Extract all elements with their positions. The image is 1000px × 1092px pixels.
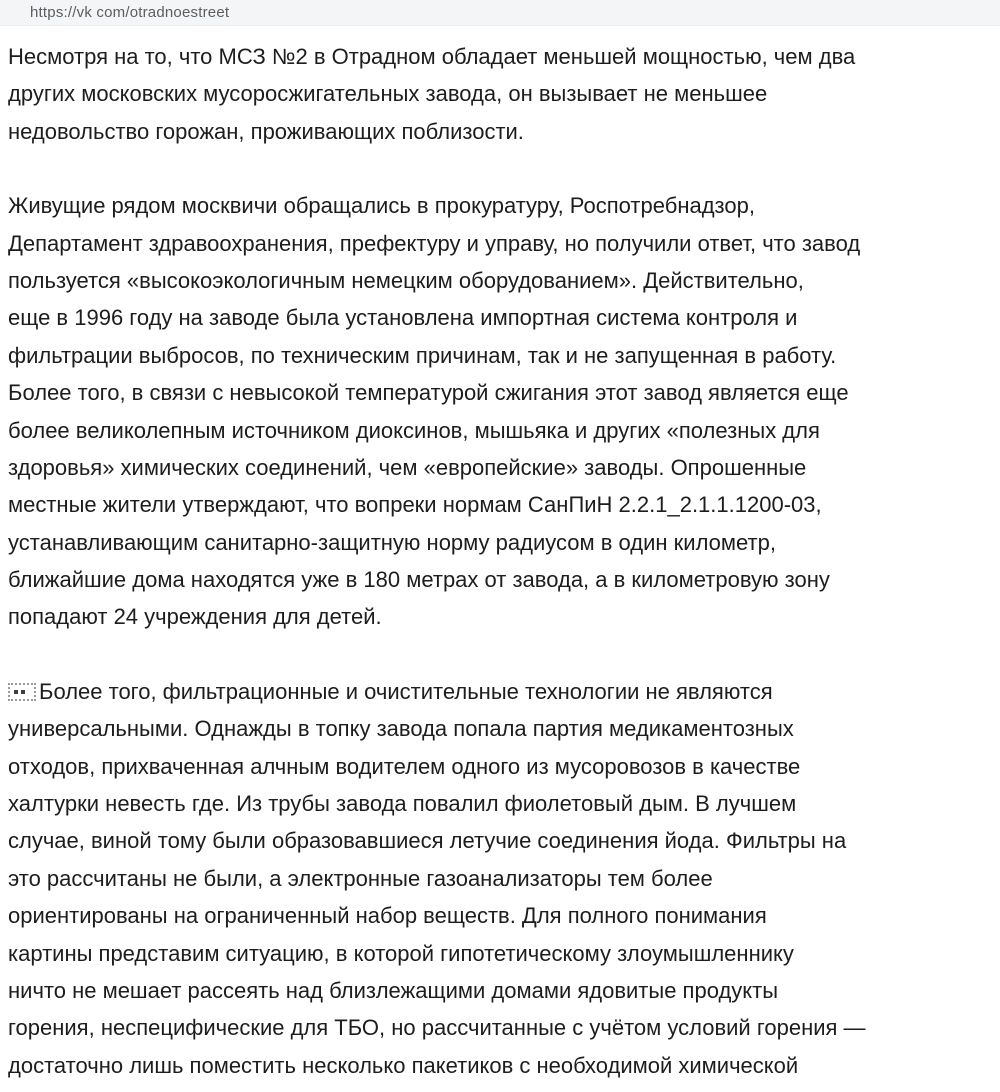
text-line: отходов, прихваченная алчным водителем одного из мусоровозов в качестве (8, 753, 801, 779)
text-line (8, 673, 996, 710)
page-url[interactable]: https://vk com/otradnoestreet (30, 4, 230, 21)
text-line: Департамент здравоохранения, префектуру и управу, но получили ответ, что завод (8, 230, 861, 256)
text-line: халтурки невесть где. Из трубы завода повалил фиолетовый дым. В лучшем (8, 791, 797, 817)
text-line: фильтрации выбросов, по техническим причинам, так и не запущенная в работу. (8, 342, 837, 368)
text-line: Несмотря на то, что МСЗ №2 в Отрадном обладает меньшей мощностью, чем два (8, 44, 856, 69)
text-line: это рассчитаны не были, а электронные газоанализаторы тем более (8, 865, 713, 891)
text-line: ближайшие дома находятся уже в 180 метрах от завода, а в километровую зону (8, 567, 830, 593)
text-line: местные жители утверждают, что вопреки нормам СанПиН 2.2.1_2.1.1.1200-03, (8, 492, 822, 518)
text-line: ничто не мешает рассеять над близлежащими домами ядовитые продукты (8, 977, 779, 1003)
text-line: случае, виной тому были образовавшиеся летучие соединения йода. Фильтры на (8, 828, 847, 854)
text-line: Более того, в связи с невысокой температурой сжигания этот завод является еще (8, 380, 849, 406)
browser-url-bar (0, 0, 1000, 26)
broken-image-icon (8, 683, 36, 701)
text-line: устанавливающим санитарно-защитную норму радиусом в один километр, (8, 529, 776, 555)
paragraph (8, 187, 996, 636)
text-line: Живущие рядом москвичи обращались в прокуратуру, Роспотребнадзор, (8, 193, 755, 219)
text-line: горения, неспецифические для ТБО, но рассчитанные с учётом условий горения — (8, 1015, 866, 1041)
text-line: пользуется «высокоэкологичным немецким оборудованием». Действительно, (8, 267, 804, 293)
paragraph (8, 38, 996, 150)
text-line-content: Более того, фильтрационные и очистительные технологии не являются (39, 678, 773, 704)
text-line: картины представим ситуацию, в которой гипотетическому злоумышленнику (8, 940, 794, 966)
text-line: более великолепным источником диоксинов, мышьяка и других «полезных для (8, 417, 820, 443)
text-line: достаточно лишь поместить несколько пакетиков с необходимой химической (8, 1052, 799, 1078)
text-line: универсальными. Однажды в топку завода попала партия медикаментозных (8, 716, 794, 742)
text-line: здоровья» химических соединений, чем «европейские» заводы. Опрошенные (8, 454, 807, 480)
post-text (0, 26, 1000, 1092)
text-line: недовольство горожан, проживающих поблизости. (8, 118, 524, 144)
text-line: ориентированы на ограниченный набор веществ. Для полного понимания (8, 903, 767, 929)
text-line: попадают 24 учреждения для детей. (8, 604, 382, 630)
paragraph (8, 673, 996, 1084)
text-line: еще в 1996 году на заводе была установлена импортная система контроля и (8, 305, 798, 331)
text-line: других московских мусоросжигательных завода, он вызывает не меньшее (8, 81, 768, 107)
